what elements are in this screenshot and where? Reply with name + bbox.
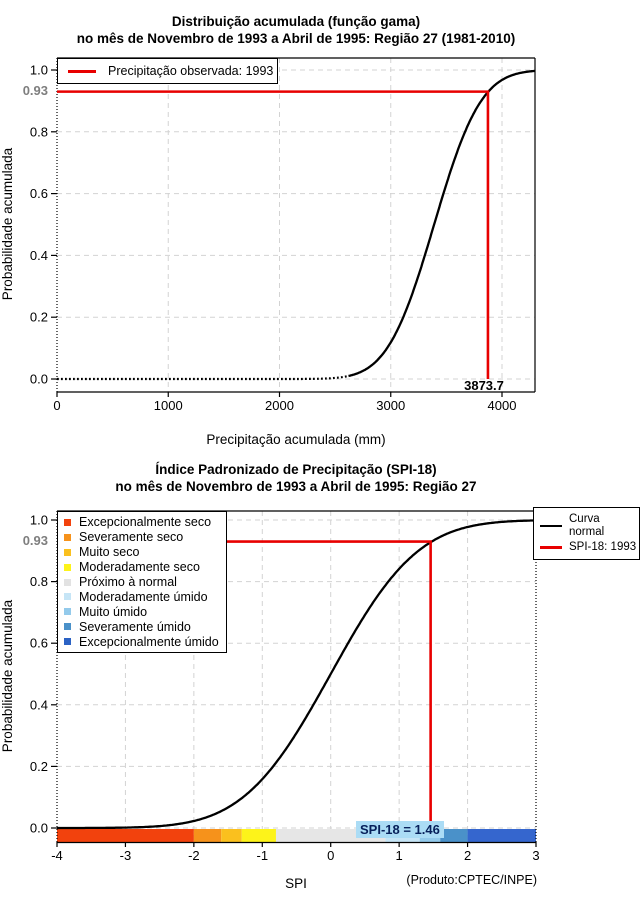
spi-category-legend-item xyxy=(58,619,226,634)
category-swatch xyxy=(64,623,71,630)
normal-curve-line-sample xyxy=(540,525,562,528)
y-tick-label: 0.6 xyxy=(29,186,48,202)
spi-category-legend-item xyxy=(58,515,226,530)
category-swatch xyxy=(64,519,71,526)
spi-value-annotation: SPI-18 = 1.46 xyxy=(356,821,444,838)
x-tick-label: 3 xyxy=(532,848,540,863)
x-tick-label: 2 xyxy=(463,848,472,863)
category-label: Moderadamente seco xyxy=(79,560,200,575)
category-label: Excepcionalmente seco xyxy=(79,515,212,530)
x-tick-label: 1000 xyxy=(153,398,183,413)
spi-category-bar-segment xyxy=(242,829,276,842)
legend-row-spi18 xyxy=(534,541,639,554)
y-tick-label: 1.0 xyxy=(29,62,48,78)
category-swatch xyxy=(64,534,71,541)
chart1-legend-label: Precipitação observada: 1993 xyxy=(108,64,274,78)
gamma-cdf-curve xyxy=(349,71,535,376)
category-label: Muito úmido xyxy=(79,604,148,619)
x-tick-label: -3 xyxy=(119,848,132,863)
chart2-curve-legend xyxy=(533,507,640,560)
chart1-title: Distribuição acumulada (função gama) xyxy=(171,14,421,29)
y-tick-label: 0.8 xyxy=(29,574,48,590)
y-tick-label: 0.6 xyxy=(29,635,48,651)
spi-category-legend-item xyxy=(58,545,226,560)
spi-category-bar-segment xyxy=(221,829,242,842)
chart1-prob-annotation: 0.93 xyxy=(22,83,48,98)
observed-precipitation-line xyxy=(57,92,488,379)
observed-precip-line-sample xyxy=(68,70,96,73)
category-label: Muito seco xyxy=(79,545,140,560)
spi-category-legend-item xyxy=(58,560,226,575)
chart1-xaxis-title: Precipitação acumulada (mm) xyxy=(206,432,386,447)
chart1-precip-value: 3873.7 xyxy=(464,378,504,393)
producer-credit: (Produto:CPTEC/INPE) xyxy=(406,873,537,887)
x-tick-label: 2000 xyxy=(265,398,294,413)
x-tick-label: 4000 xyxy=(487,398,517,413)
chart2-title: Índice Padronizado de Precipitação (SPI-18) xyxy=(155,462,437,477)
y-tick-label: 1.0 xyxy=(29,512,48,528)
chart2-xaxis-title: SPI xyxy=(285,876,307,891)
y-tick-label: 0.4 xyxy=(29,697,48,713)
spi-categories-legend xyxy=(57,511,227,653)
x-tick-label: 0 xyxy=(53,398,61,413)
legend-row-curva-normal xyxy=(534,513,639,539)
y-tick-label: 0.4 xyxy=(29,247,48,263)
chart2-yaxis-title: Probabilidade acumulada xyxy=(0,599,15,753)
chart1-yaxis-title: Probabilidade acumulada xyxy=(0,147,15,301)
spi-category-legend-item xyxy=(58,589,226,604)
category-label: Excepcionalmente úmido xyxy=(79,634,219,649)
spi-category-bar-segment xyxy=(468,829,536,842)
spi-category-legend-item xyxy=(58,634,226,649)
x-tick-label: -1 xyxy=(256,848,269,863)
category-swatch xyxy=(64,579,71,586)
spi-category-legend-item xyxy=(58,604,226,619)
category-swatch xyxy=(64,593,71,600)
spi-category-bar-segment xyxy=(194,829,221,842)
chart1-legend xyxy=(57,58,278,84)
spi-line-label: SPI-18: 1993 xyxy=(569,541,637,553)
chart2-subtitle: no mês de Novembro de 1993 a Abril de 1995: Região 27 xyxy=(115,479,477,494)
category-label: Severamente seco xyxy=(79,530,184,545)
category-label: Moderadamente úmido xyxy=(79,589,208,604)
category-swatch xyxy=(64,549,71,556)
spi-line-sample xyxy=(540,546,562,549)
x-tick-label: 1 xyxy=(395,848,403,863)
normal-curve-label: Curva normal xyxy=(569,513,605,538)
category-label: Próximo à normal xyxy=(79,575,177,589)
category-swatch xyxy=(64,638,71,645)
category-swatch xyxy=(64,608,71,615)
y-tick-label: 0.0 xyxy=(29,371,48,387)
chart1-subtitle: no mês de Novembro de 1993 a Abril de 1995: Região 27 (1981-2010) xyxy=(76,31,516,46)
spi-category-bar-segment xyxy=(57,829,194,842)
x-tick-label: 3000 xyxy=(376,398,406,413)
chart2-prob-annotation: 0.93 xyxy=(22,533,48,548)
y-tick-label: 0.0 xyxy=(29,820,48,836)
x-tick-label: -2 xyxy=(188,848,200,863)
y-tick-label: 0.8 xyxy=(29,124,48,140)
y-tick-label: 0.2 xyxy=(29,309,48,325)
spi-category-legend-item xyxy=(58,530,226,545)
category-swatch xyxy=(64,564,71,571)
spi-category-bar-segment xyxy=(440,829,467,842)
x-tick-label: 0 xyxy=(327,848,335,863)
y-tick-label: 0.2 xyxy=(29,758,48,774)
spi-category-legend-item xyxy=(58,575,226,590)
category-label: Severamente úmido xyxy=(79,619,191,634)
x-tick-label: -4 xyxy=(51,848,63,863)
